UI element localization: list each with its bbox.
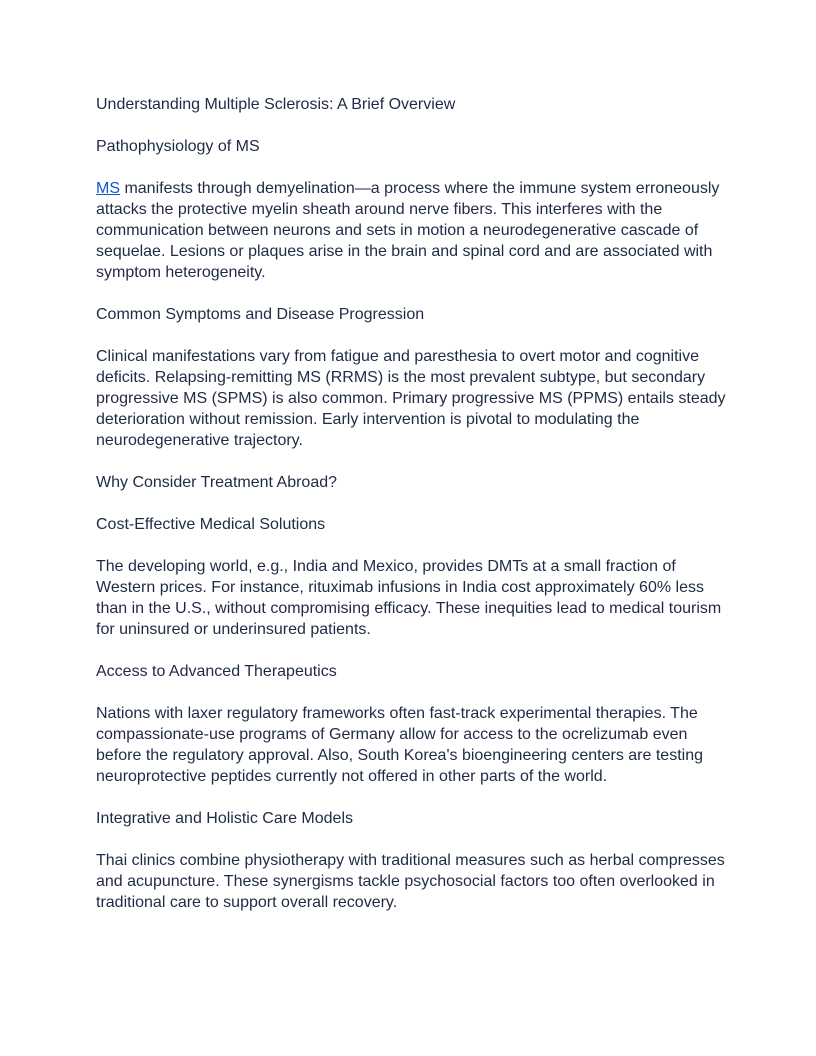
pathophysiology-body: manifests through demyelination—a process where the immune system erroneously attacks the protective myelin sheath around nerve fibers. This interferes with the communication between neurons and sets in motion a neurodegenerative cascade of sequelae. Lesions or plaques arise in the brain and spinal cord and are associated with symptom heterogeneity. [96, 180, 720, 281]
ms-link[interactable]: MS [96, 180, 120, 197]
cost-heading: Cost-Effective Medical Solutions [96, 516, 326, 533]
treatment-abroad-heading: Why Consider Treatment Abroad? [96, 474, 338, 491]
therapeutics-heading: Access to Advanced Therapeutics [96, 663, 337, 680]
symptoms-heading: Common Symptoms and Disease Progression [96, 306, 425, 323]
document-title: Understanding Multiple Sclerosis: A Brief Overview [96, 96, 456, 113]
pathophysiology-heading: Pathophysiology of MS [96, 138, 260, 155]
holistic-paragraph: Thai clinics combine physiotherapy with traditional measures such as herbal compresses and acupuncture. These synergisms tackle psychosocial factors too often overlooked in traditional care to support overall recovery. [96, 852, 725, 911]
document-page [96, 94, 726, 934]
symptoms-paragraph: Clinical manifestations vary from fatigue and paresthesia to overt motor and cognitive deficits. Relapsing-remitting MS (RRMS) is the most prevalent subtype, but secondary progressive MS (SPMS) is also common. Primary progressive MS (PPMS) entails steady deterioration without remission. Early intervention is pivotal to modulating the neurodegenerative trajectory. [96, 348, 726, 449]
cost-paragraph: The developing world, e.g., India and Mexico, provides DMTs at a small fraction of Western prices. For instance, rituximab infusions in India cost approximately 60% less than in the U.S., without compromising efficacy. These inequities lead to medical tourism for uninsured or underinsured patients. [96, 558, 722, 638]
holistic-heading: Integrative and Holistic Care Models [96, 810, 354, 827]
therapeutics-paragraph: Nations with laxer regulatory frameworks often fast-track experimental therapies. The compassionate-use programs of Germany allow for access to the ocrelizumab even before the regulatory approval. Also, South Korea's bioengineering centers are testing neuroprotective peptides currently not offered in other parts of the world. [96, 705, 703, 785]
pathophysiology-paragraph [96, 178, 726, 283]
